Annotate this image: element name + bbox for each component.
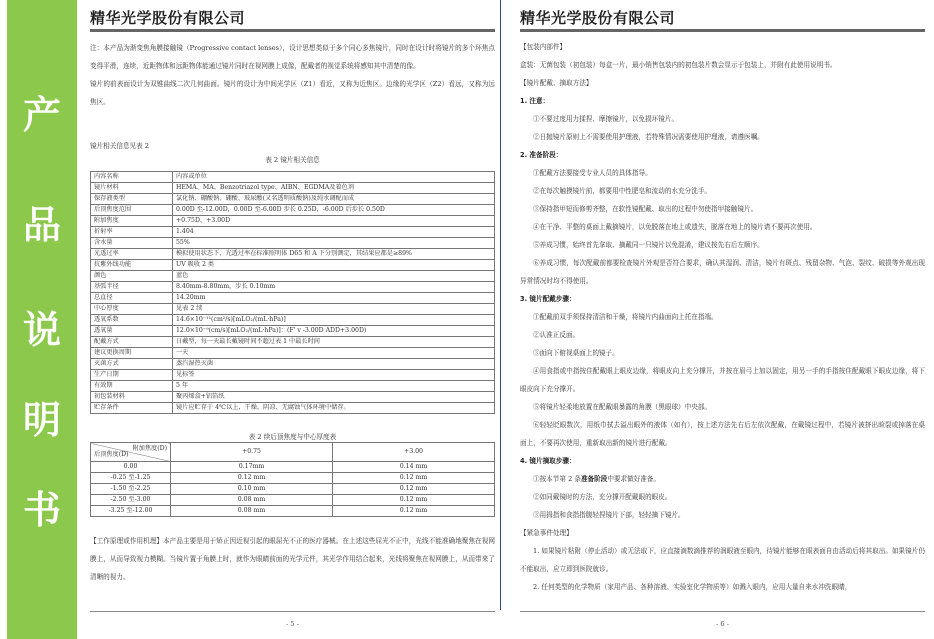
instruction-item: ④用食指或中指按住配戴眼上眼皮边缘，将眼皮向上充分撑开，并按在眉弓上加以固定，用另一手的手指按住配戴眼下眼皮边缘，将下眼皮向下充分撑开。: [520, 367, 925, 393]
table-row: [91, 359, 495, 370]
page-6: [520, 0, 925, 639]
emergency-list: [520, 542, 925, 596]
thickness-cell: 0.10 mm: [171, 484, 333, 495]
power-range-cell: 0.00: [91, 462, 171, 473]
header-rule: [520, 29, 925, 32]
row-label-cell: 透氧系数: [91, 315, 173, 326]
table-row: [91, 205, 495, 216]
sidebar-char: 说: [22, 308, 61, 352]
section-title: 3. 镜片配戴步骤：: [520, 295, 576, 303]
thickness-cell: 0.12 mm: [333, 484, 495, 495]
table-row: [91, 392, 495, 403]
table-row: [91, 304, 495, 315]
instruction-item: ①配戴方法要接受专业人员的具体指导。: [533, 169, 652, 177]
thickness-table: [90, 442, 495, 517]
intro-paragraph: 注：本产品为渐变焦角膜接触镜（Progressive contact lenses），设计思想类似于多个同心多焦镜片，同时在设计时将镜片的多个环焦点变得平滑，连续，近距物体和远距物体能通过镜片同时在视网膜上成像，配戴者的视觉系统将感知其中清楚的像。: [90, 44, 495, 70]
instruction-item: ②日抛镜片原则上不需要使用护理液，若特殊情况需要使用护理液，请遵医嘱。: [533, 133, 764, 141]
table2-caption: 表 2 镜片相关信息: [265, 156, 320, 164]
row-label-cell: 抗紫外线功能: [91, 260, 173, 271]
mechanism-paragraph: 【工作原理或作用机理】本产品主要是用于矫正因近视引起的眼屈光不正的医疗器械。在上述这些屈光不正中，光线不能准确地聚焦在视网膜上，从而导致视力模糊。当镜片置于角膜上时，就作为眼睛前面的光学元件，其光学作用结合起来，光线将聚焦在视网膜上，从而带来了清晰的视力。: [90, 537, 495, 581]
row-label-cell: 保存液类型: [91, 194, 173, 205]
company-header: 精华光学股份有限公司: [90, 9, 246, 27]
table-row: [91, 249, 495, 260]
row-label-cell: 光透过率: [91, 249, 173, 260]
table-row: [91, 238, 495, 249]
row-value-cell: 12.0×10⁻⁹(cm/s)[mLO₂/(mL·hPa)]：(F' v -3.00D ADD+3.00D): [173, 326, 495, 337]
instruction-item: ①配戴前双手须保持清洁和干燥，将镜片内曲面向上托在指端。: [533, 313, 718, 321]
row-label-cell: 基弧半径: [91, 282, 173, 293]
row-label-cell: 中心厚度: [91, 304, 173, 315]
row-label-cell: 内容名称: [91, 172, 173, 183]
row-value-cell: 1.404: [173, 227, 495, 238]
sidebar-char: 产: [22, 93, 61, 137]
table-row: [91, 194, 495, 205]
method-heading: 【镜片配戴、摘取方法】: [520, 79, 593, 87]
table-reference: 镜片相关信息见表 2: [90, 142, 150, 150]
page-divider: [500, 0, 501, 610]
instructions-body: [520, 38, 925, 596]
row-label-cell: 配戴方式: [91, 337, 173, 348]
sidebar-char: 明: [22, 398, 61, 442]
table-row: [91, 183, 495, 194]
item-text: ②如同戴镜时的方法，充分撑开配戴眼的眼皮。: [533, 493, 672, 501]
row-value-cell: 蒸汽湿热灭菌: [173, 359, 495, 370]
emergency-heading: 【紧急事件处理】: [520, 529, 573, 537]
table-row: [91, 484, 495, 495]
table-row: [91, 462, 495, 473]
table-row: [91, 315, 495, 326]
section-title: 2. 准备阶段：: [520, 151, 563, 159]
intro-section: [90, 39, 495, 111]
row-value-cell: 聚丙烯盒+铝箔纸: [173, 392, 495, 403]
row-label-cell: 颜色: [91, 271, 173, 282]
row-value-cell: 蓝色: [173, 271, 495, 282]
instruction-item: ⑤养成习惯，始终首先拿取、摘戴同一只镜片以免混淆，建议按先右后左顺序。: [533, 241, 764, 249]
thickness-cell: 0.12 mm: [171, 473, 333, 484]
row-label-cell: 灭菌方式: [91, 359, 173, 370]
row-value-cell: 0.00D 至-12.00D，0.00D 至-6.00D 步长 0.25D，-6.00D 后步长 0.50D: [173, 205, 495, 216]
instruction-item: [520, 470, 925, 488]
row-value-cell: UV 吸收 2 类: [173, 260, 495, 271]
table-row: [91, 403, 495, 414]
item-text: ③用拇指和食指指腹轻捏镜片下部，轻轻摘下镜片。: [533, 511, 685, 519]
instruction-item: ⑥养成习惯，每次配戴前都要检查镜片外观是否符合要求，确认其湿润、清洁，镜片有斑点、残留杂物、气泡、裂纹、破损等外观出现异常情况时均不得使用。: [520, 259, 925, 285]
row-value-cell: 见表 2 续: [173, 304, 495, 315]
row-value-cell: HEMA、MA、Benzotriazol type、AIBN、EGDMA及着色剂: [173, 183, 495, 194]
table-row: [91, 348, 495, 359]
instruction-item: ②在每次触摸镜片前，都要用中性肥皂和流动的水充分洗手。: [533, 187, 712, 195]
row-label-cell: 镜片材料: [91, 183, 173, 194]
instruction-item: ④在干净、平整的桌面上戴摘镜片，以免脱落在地上或遗失，脱落在地上的镜片请不要再次使用。: [533, 223, 817, 231]
table-row: [91, 227, 495, 238]
table-row: [91, 473, 495, 484]
power-range-cell: -2.50 至-3.00: [91, 495, 171, 506]
header-add-power: 附加焦度(D): [132, 445, 167, 452]
row-value-cell: 14.20mm: [173, 293, 495, 304]
page-5: [90, 0, 495, 639]
instruction-item: [520, 488, 925, 506]
row-label-cell: 初包装材料: [91, 392, 173, 403]
sidebar-banner: [7, 0, 77, 639]
row-label-cell: 附加焦度: [91, 216, 173, 227]
page-number: - 5 -: [286, 620, 299, 628]
row-value-cell: 镜片应贮存于 4℃以上，干燥、阴凉、无腐蚀气体环境中储存。: [173, 403, 495, 414]
row-value-cell: 模拟使用状态下，光透过率在标准照明体 D65 和 A 下分别测定，其结果应都是≥89%: [173, 249, 495, 260]
thickness-cell: 0.14 mm: [333, 462, 495, 473]
thickness-cell: 0.12 mm: [333, 495, 495, 506]
row-value-cell: +0.75D、+3.00D: [173, 216, 495, 227]
row-label-cell: 折射率: [91, 227, 173, 238]
company-header: 精华光学股份有限公司: [520, 9, 676, 27]
row-label-cell: 含水量: [91, 238, 173, 249]
table-row: [91, 337, 495, 348]
packaging-text: 盒装：无菌包装（初包装）每盒一片，最小销售包装内的初包装片数会显示于包装上，并附有此使用说明书。: [520, 61, 837, 69]
row-label-cell: 生产日期: [91, 370, 173, 381]
instruction-item: ②认准正反面。: [533, 331, 580, 339]
item-text: ①按本节第 2 条: [533, 475, 581, 483]
row-value-cell: 一天: [173, 348, 495, 359]
row-value-cell: 日戴型，每一天最长戴镜时间不超过表 1 中最长时间: [173, 337, 495, 348]
intro-paragraph: 镜片的前表面设计为双锥曲线二次几何曲面。镜片的设计为中间光学区（Z1）看近，又称为近焦区。边缘的光学区（Z2）看远，又称为远焦区。: [90, 80, 495, 106]
thickness-cell: 0.17mm: [171, 462, 333, 473]
table-row: [91, 282, 495, 293]
emergency-item: 1. 如果镜片粘附（停止活动）或无法取下，应直接滴数滴推荐的润眼液至眼内，待镜片能够在眼表面自由活动后将其取出。如果镜片仍不能取出，应立即到医院就诊。: [520, 547, 925, 573]
thickness-cell: 0.12 mm: [333, 506, 495, 517]
row-label-cell: 透氧量: [91, 326, 173, 337]
instruction-item: ⑤将镜片轻柔地放置在配戴眼暴露的角膜（黑眼球）中央部。: [533, 403, 712, 411]
row-label-cell: 建议更换周期: [91, 348, 173, 359]
table2-cont-caption: 表 2 续后顶焦度与中心厚度表: [248, 433, 337, 441]
sidebar-char: 书: [22, 488, 61, 532]
column-header: +0.75: [171, 443, 333, 462]
footer-rule: [90, 611, 495, 612]
row-label-cell: 贮存条件: [91, 403, 173, 414]
row-value-cell: 14.6×10⁻¹¹(cm²/s)[mLO₂/(mL·hPa)]: [173, 315, 495, 326]
table-row: [91, 495, 495, 506]
table-row: [91, 260, 495, 271]
header-rule: [90, 29, 495, 32]
power-range-cell: -3.25 至-12.00: [91, 506, 171, 517]
row-value-cell: 氯化钠、硼酸钠、硼酸、玻尿酸(又名透明质酸钠)及纯水调配而成: [173, 194, 495, 205]
table-header-row: [91, 172, 495, 183]
row-label-cell: 总直径: [91, 293, 173, 304]
row-value-cell: 55%: [173, 238, 495, 249]
table-row: [91, 370, 495, 381]
instruction-item: ①不要过度用力揉捏、摩擦镜片，以免损坏镜片。: [533, 115, 679, 123]
instruction-item: ③面向下俯视桌面上的镜子。: [533, 349, 619, 357]
row-label-cell: 有效期: [91, 381, 173, 392]
instruction-item: ③保持指甲短而修剪齐整，在软性镜配戴、取出的过程中勿使指甲接触镜片。: [533, 205, 758, 213]
section-title: 4. 镜片摘取步骤：: [520, 457, 576, 465]
sidebar-char: 品: [22, 203, 61, 247]
row-value-cell: 内容或单位: [173, 172, 495, 183]
packaging-heading: 【包装内部件】: [520, 43, 567, 51]
section-title: 1. 注意：: [520, 97, 550, 105]
table-header-row: [91, 443, 495, 462]
thickness-cell: 0.12 mm: [333, 473, 495, 484]
lens-info-table: [90, 171, 495, 414]
column-header: +3.00: [333, 443, 495, 462]
power-range-cell: -1.50 至-2.25: [91, 484, 171, 495]
instruction-item: [520, 506, 925, 524]
diagonal-header-cell: [91, 443, 171, 462]
row-label-cell: 后顶焦度范围: [91, 205, 173, 216]
thickness-cell: 0.08 mm: [171, 506, 333, 517]
table-row: [91, 271, 495, 282]
header-back-vertex: 后顶焦度(D): [94, 451, 129, 458]
method-sections: [520, 92, 925, 524]
table-row: [91, 216, 495, 227]
table-row: [91, 326, 495, 337]
footer-rule: [520, 611, 925, 612]
emergency-item: 2. 任何类型的化学物质（家用产品、各种溶液、实验室化学物质等）如溅入眼内，应用大量自来水冲洗眼睛，: [533, 583, 852, 591]
table-row: [91, 381, 495, 392]
item-text: 中要求做好准备。: [607, 475, 661, 483]
table-row: [91, 506, 495, 517]
power-range-cell: -0.25 至-1.25: [91, 473, 171, 484]
instruction-item: ⑥轻轻眨眼数次，用纸巾拭去溢出眼外的液体（如有），按上述方法先右后左依次配戴，在戴镜过程中，若镜片被挤出睑裂或掉落在桌面上，不要再次使用，重新取出新的镜片进行配戴。: [520, 421, 925, 447]
thickness-cell: 0.08 mm: [171, 495, 333, 506]
row-value-cell: 8.40mm-8.80mm，步长 0.10mm: [173, 282, 495, 293]
row-value-cell: 见标签: [173, 370, 495, 381]
page-number: - 6 -: [716, 620, 729, 628]
table-row: [91, 293, 495, 304]
row-value-cell: 5 年: [173, 381, 495, 392]
emphasis-text: 准备阶段: [580, 475, 608, 483]
